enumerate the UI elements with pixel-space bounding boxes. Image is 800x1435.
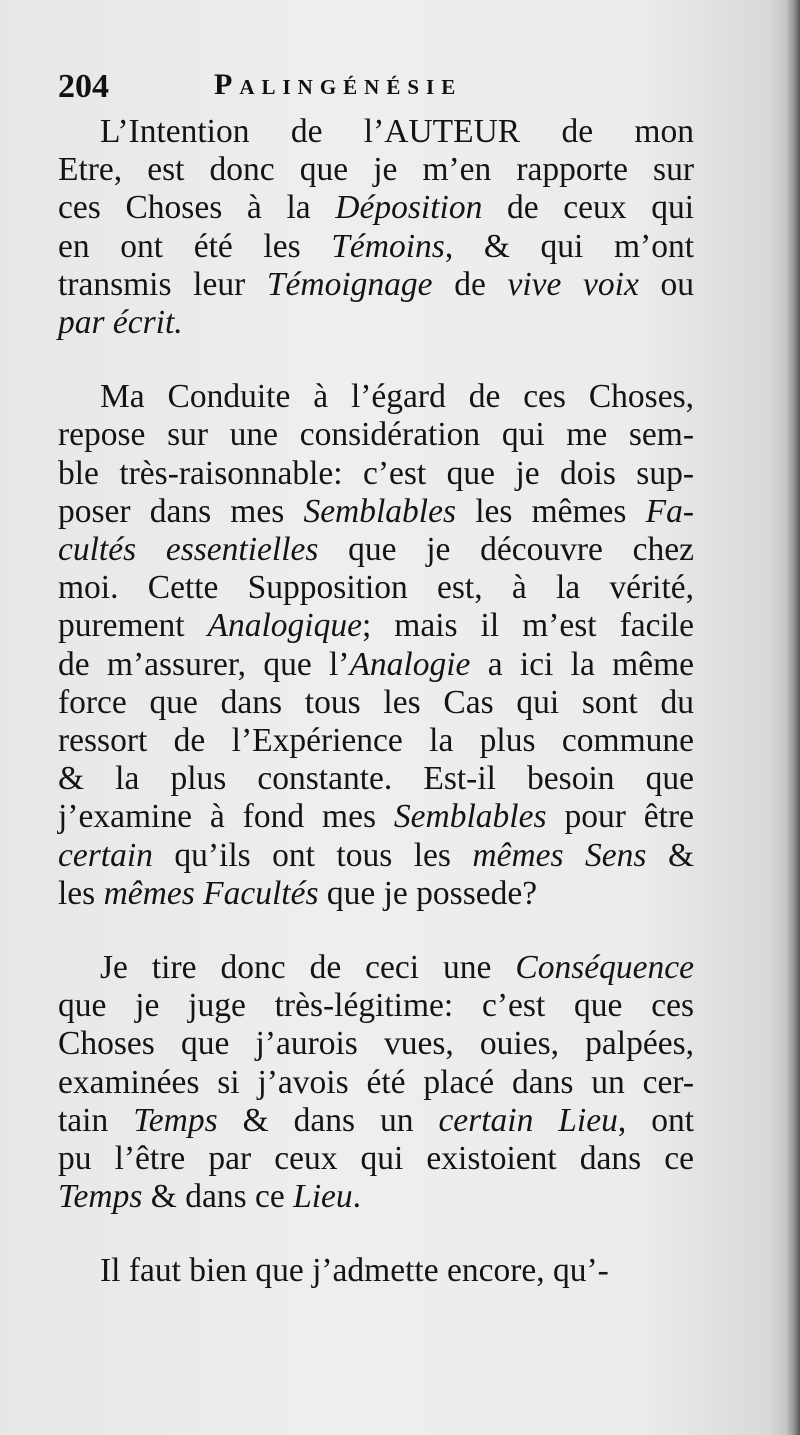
page-header (58, 68, 698, 118)
text-line: les mêmes Facultés que je possede? (58, 874, 538, 912)
text-line: purement Analogique; mais il m’est facile (58, 607, 694, 645)
text-line: certain qu’ils ont tous les mêmes Sens & (58, 836, 694, 874)
running-title: Palingénésie (214, 68, 463, 101)
text-line: j’examine à fond mes Semblables pour être (58, 798, 694, 836)
text-line: Il faut bien que j’admette encore, qu’- (100, 1252, 609, 1290)
page-number: 204 (58, 68, 109, 105)
text-line: ces Choses à la Déposition de ceux qui (58, 189, 695, 227)
text-line: pu l’être par ceux qui existoient dans ce (58, 1140, 694, 1178)
text-line: examinées si j’avois été placé dans un cer- (58, 1063, 694, 1101)
text-line: Temps & dans ce Lieu. (58, 1178, 362, 1216)
text-line: Etre, est donc que je m’en rapporte sur (58, 151, 694, 189)
body-text (58, 113, 694, 1291)
text-line: transmis leur Témoignage de vive voix ou (58, 265, 695, 303)
text-line: cultés essentielles que je découvre chez (58, 531, 694, 569)
text-line: de m’assurer, que l’Analogie a ici la même (58, 645, 694, 683)
text-line: en ont été les Témoins, & qui m’ont (58, 227, 695, 265)
text-line: & la plus constante. Est-il besoin que (58, 760, 694, 798)
text-line: ble très-raisonnable: c’est que je dois sup- (58, 454, 694, 492)
page-edge-shadow (786, 0, 800, 1435)
text-line: ressort de l’Expérience la plus commune (58, 722, 694, 760)
paragraph-3 (58, 949, 694, 1216)
text-line: moi. Cette Supposition est, à la vérité, (58, 569, 694, 607)
text-line: Je tire donc de ceci une Conséquence (100, 949, 694, 987)
text-line: par écrit. (58, 304, 183, 342)
paragraph-2 (58, 378, 694, 913)
text-line: poser dans mes Semblables les mêmes Fa- (58, 492, 695, 530)
text-line: repose sur une considération qui me sem- (58, 416, 694, 454)
text-line: Ma Conduite à l’égard de ces Choses, (100, 378, 694, 416)
text-line: que je juge très-légitime: c’est que ces (58, 987, 694, 1025)
paragraph-4 (58, 1252, 694, 1290)
text-line: L’Intention de l’AUTEUR de mon (100, 113, 694, 150)
text-line: Choses que j’aurois vues, ouies, palpées, (58, 1025, 694, 1063)
text-line: tain Temps & dans un certain Lieu, ont (58, 1101, 695, 1139)
text-line: force que dans tous les Cas qui sont du (58, 683, 694, 721)
paragraph-1 (58, 113, 694, 342)
